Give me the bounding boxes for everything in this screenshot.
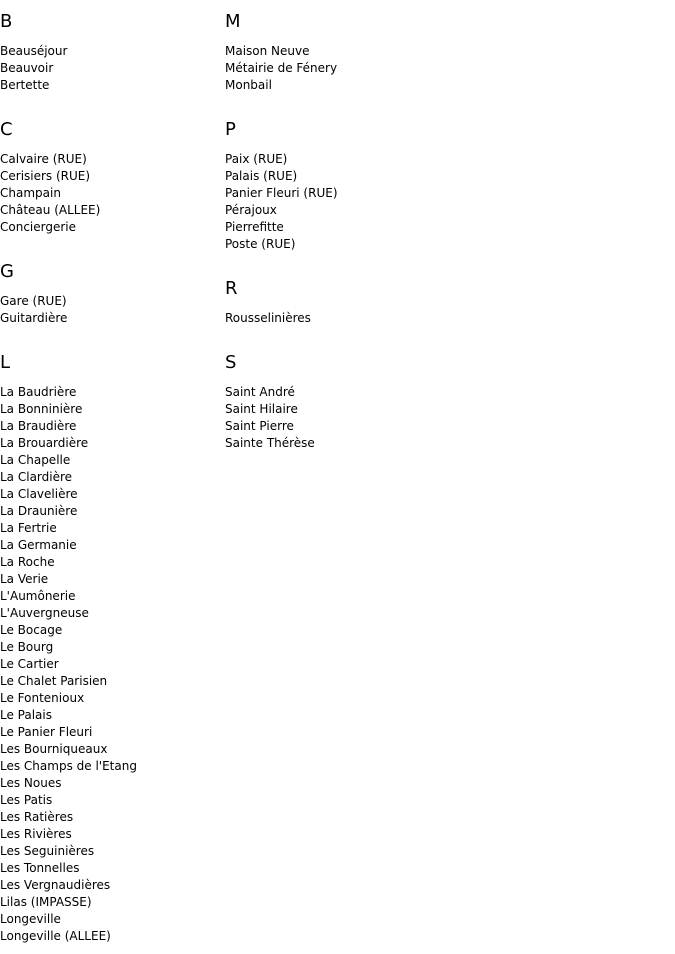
section-l [0, 352, 137, 943]
place-link[interactable]: Le Fontenioux [0, 691, 85, 705]
place-link[interactable]: La Braudière [0, 419, 77, 433]
section-r [225, 278, 311, 325]
section-s [225, 352, 315, 450]
place-link[interactable]: Gare (RUE) [0, 294, 67, 308]
place-link[interactable]: Lilas (IMPASSE) [0, 895, 92, 909]
section-letter: B [0, 11, 13, 32]
place-link[interactable]: Le Bocage [0, 623, 63, 637]
place-list [0, 384, 137, 945]
place-link[interactable]: Longeville [0, 912, 61, 926]
section-letter: M [225, 11, 241, 32]
place-link[interactable]: Monbail [225, 78, 272, 92]
place-link[interactable]: Le Chalet Parisien [0, 674, 108, 688]
place-link[interactable]: Panier Fleuri (RUE) [225, 186, 338, 200]
place-link[interactable]: La Germanie [0, 538, 77, 552]
place-link[interactable]: Calvaire (RUE) [0, 152, 87, 166]
place-link[interactable]: Saint Pierre [225, 419, 294, 433]
place-link[interactable]: Cerisiers (RUE) [0, 169, 91, 183]
place-list [0, 151, 100, 236]
section-letter: S [225, 352, 237, 373]
place-list [225, 310, 311, 327]
place-link[interactable]: Le Panier Fleuri [0, 725, 93, 739]
section-g [0, 261, 68, 325]
place-link[interactable]: Saint Hilaire [225, 402, 298, 416]
place-list [225, 151, 338, 253]
section-c [0, 119, 101, 234]
place-link[interactable]: Champain [0, 186, 61, 200]
place-link[interactable]: Les Champs de l'Etang [0, 759, 137, 773]
section-letter: L [0, 352, 11, 373]
place-link[interactable]: La Bonninière [0, 402, 83, 416]
place-link[interactable]: Guitardière [0, 311, 68, 325]
place-link[interactable]: La Fertrie [0, 521, 57, 535]
place-list [0, 43, 67, 94]
section-letter: R [225, 278, 238, 299]
place-link[interactable]: Les Rivières [0, 827, 72, 841]
place-link[interactable]: La Verie [0, 572, 49, 586]
place-link[interactable]: Paix (RUE) [225, 152, 288, 166]
place-link[interactable]: Les Bourniqueaux [0, 742, 108, 756]
section-b [0, 11, 68, 92]
section-letter: P [225, 119, 236, 140]
place-link[interactable]: Les Seguinières [0, 844, 95, 858]
place-link[interactable]: L'Auvergneuse [0, 606, 89, 620]
section-letter: G [0, 261, 14, 282]
place-link[interactable]: Pierrefitte [225, 220, 284, 234]
place-link[interactable]: Bertette [0, 78, 50, 92]
place-link[interactable]: La Draunière [0, 504, 78, 518]
place-link[interactable]: Le Cartier [0, 657, 59, 671]
place-list [225, 43, 337, 94]
section-m [225, 11, 338, 92]
place-list [0, 293, 67, 327]
place-link[interactable]: Le Bourg [0, 640, 54, 654]
place-link[interactable]: La Clavelière [0, 487, 78, 501]
place-link[interactable]: Le Palais [0, 708, 52, 722]
place-link[interactable]: Pérajoux [225, 203, 277, 217]
place-link[interactable]: Conciergerie [0, 220, 77, 234]
place-link[interactable]: Longeville (ALLEE) [0, 929, 111, 943]
place-link[interactable]: Les Tonnelles [0, 861, 80, 875]
place-link[interactable]: La Baudrière [0, 385, 77, 399]
place-link[interactable]: Saint André [225, 385, 295, 399]
place-link[interactable]: Rousselinières [225, 311, 311, 325]
place-link[interactable]: Métairie de Fénery [225, 61, 338, 75]
place-link[interactable]: Sainte Thérèse [225, 436, 315, 450]
place-link[interactable]: Les Noues [0, 776, 62, 790]
place-link[interactable]: La Brouardière [0, 436, 89, 450]
place-link[interactable]: La Clardière [0, 470, 73, 484]
place-link[interactable]: La Roche [0, 555, 55, 569]
place-link[interactable]: Beauvoir [0, 61, 54, 75]
place-link[interactable]: Poste (RUE) [225, 237, 296, 251]
section-letter: C [0, 119, 13, 140]
place-link[interactable]: Maison Neuve [225, 44, 310, 58]
place-link[interactable]: Beauséjour [0, 44, 68, 58]
place-link[interactable]: Château (ALLEE) [0, 203, 101, 217]
place-link[interactable]: Les Vergnaudières [0, 878, 111, 892]
place-list [225, 384, 315, 452]
place-link[interactable]: La Chapelle [0, 453, 71, 467]
place-link[interactable]: L'Aumônerie [0, 589, 76, 603]
place-link[interactable]: Palais (RUE) [225, 169, 298, 183]
place-link[interactable]: Les Ratières [0, 810, 74, 824]
place-link[interactable]: Les Patis [0, 793, 53, 807]
section-p [225, 119, 338, 251]
